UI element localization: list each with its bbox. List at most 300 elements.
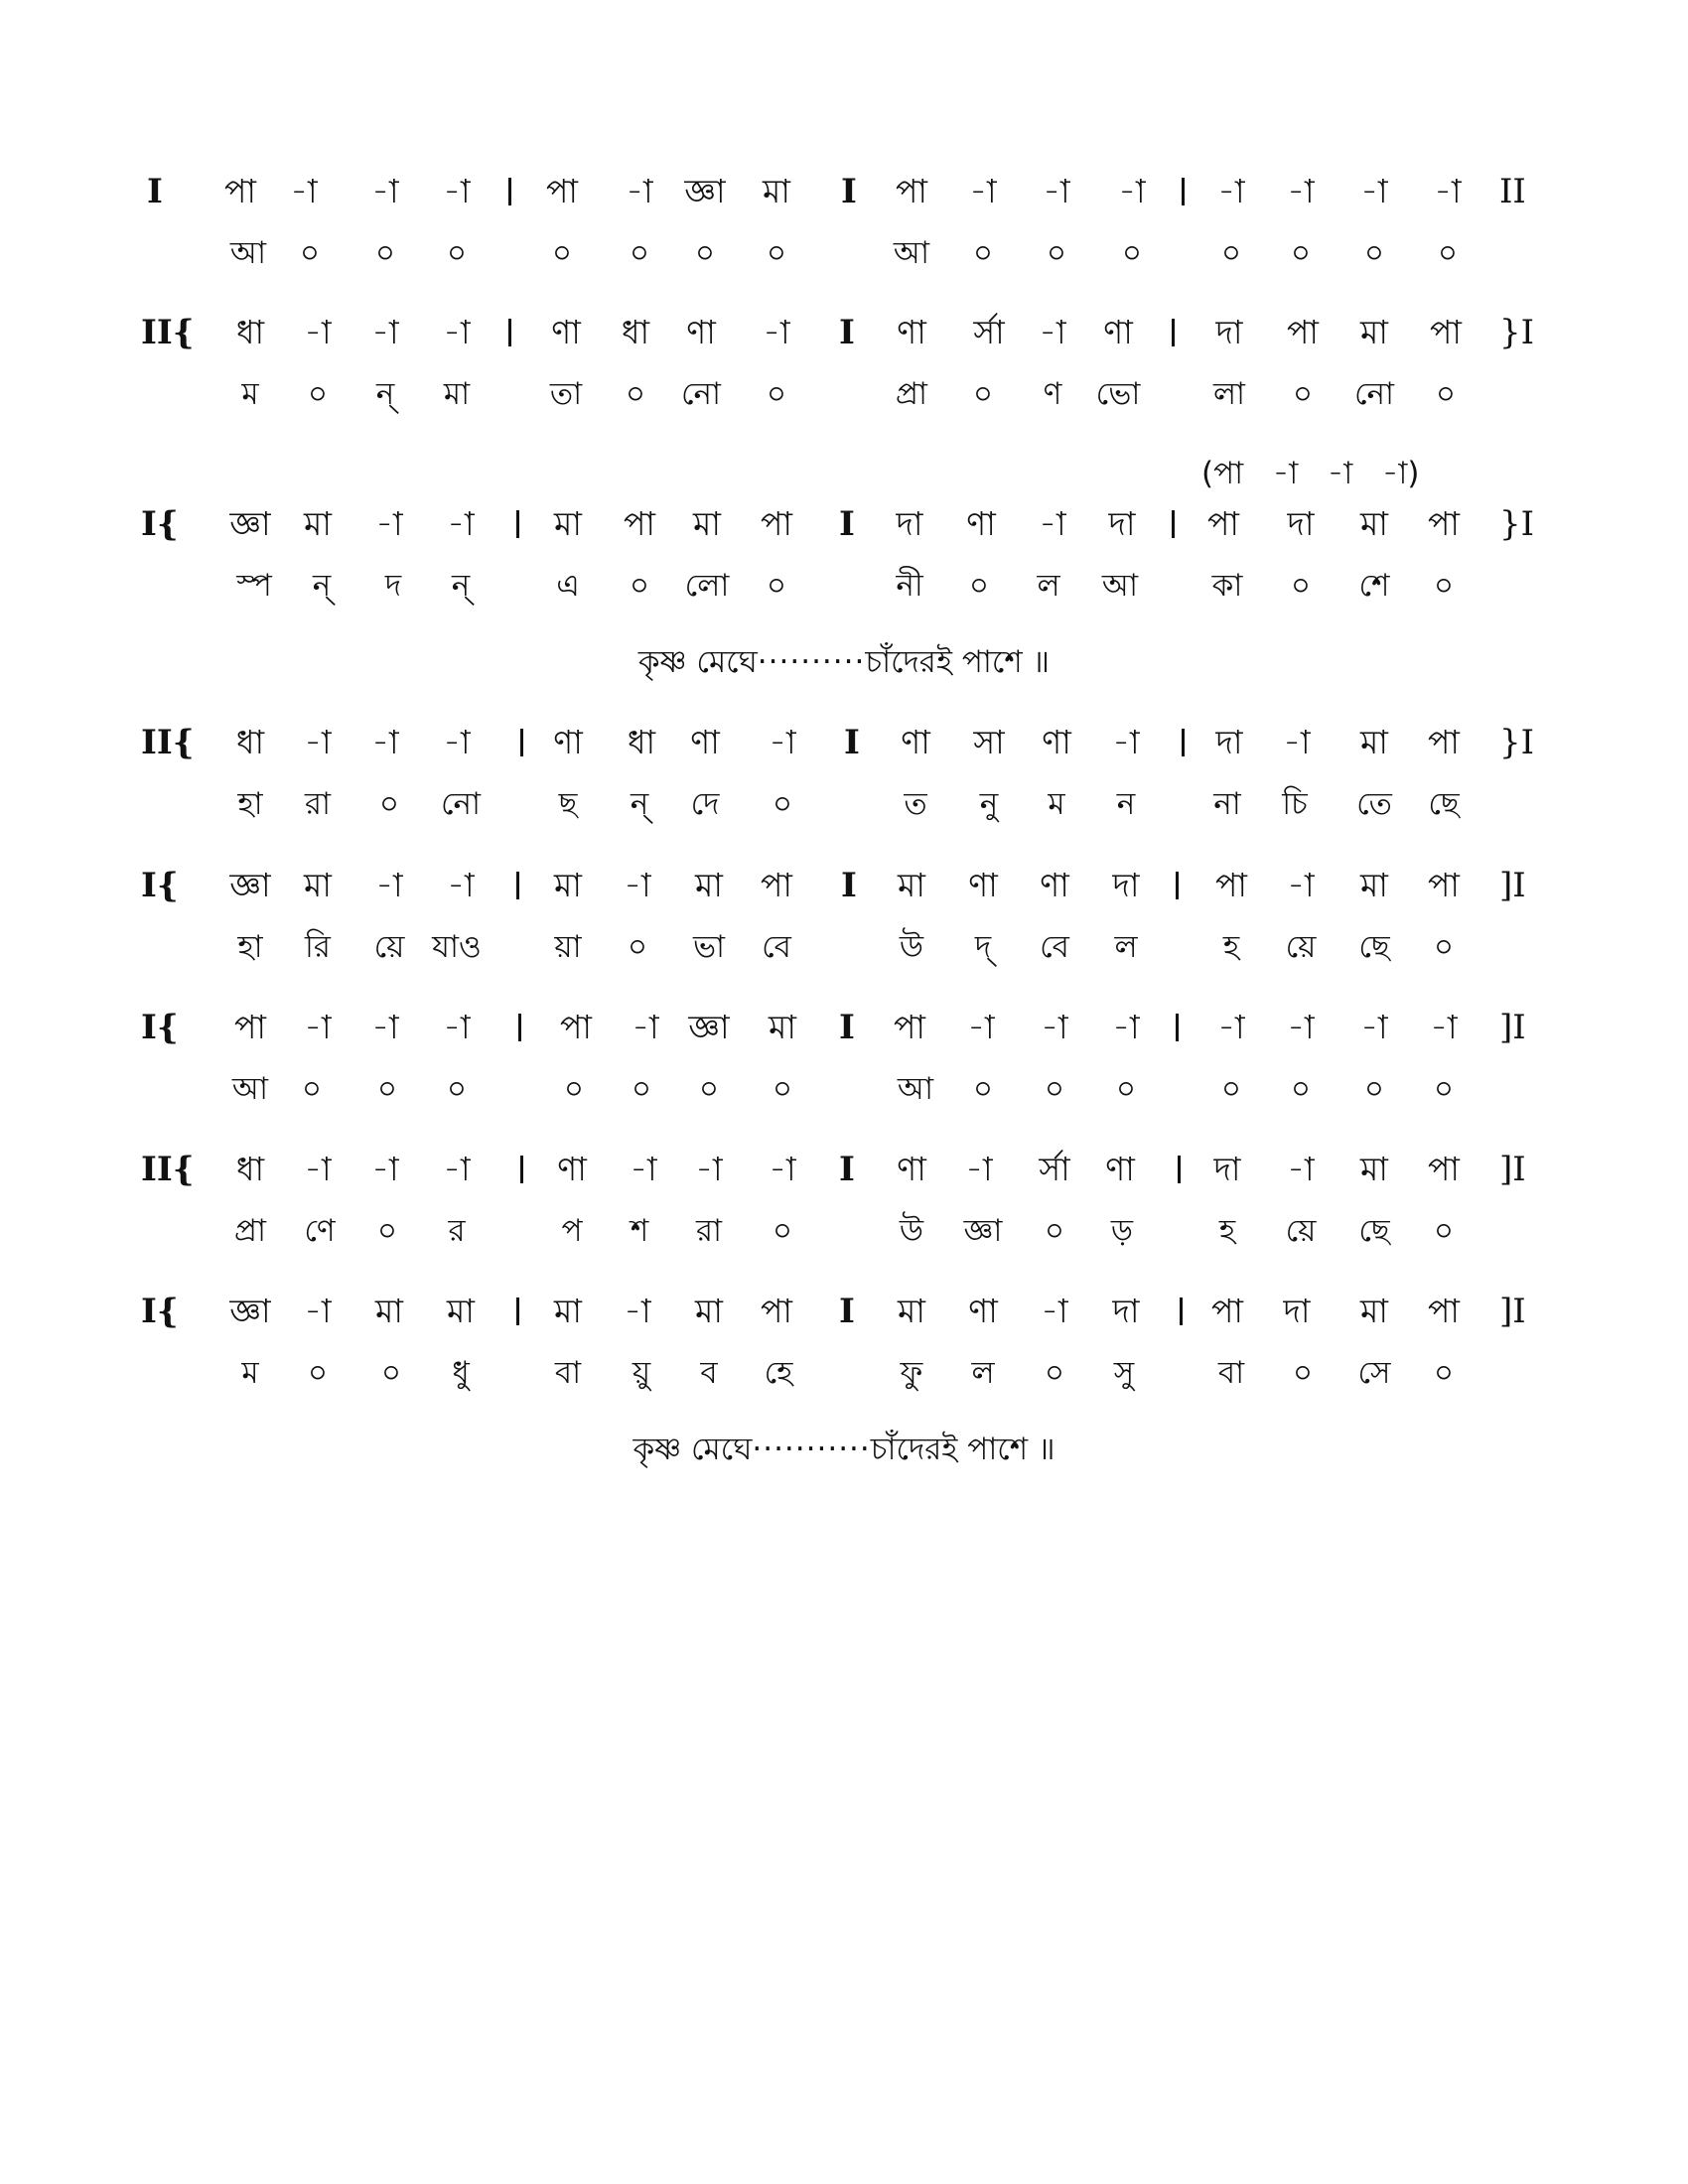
beat-bar [518, 1014, 521, 1041]
note: মা [304, 504, 332, 543]
note: মা [769, 1008, 796, 1046]
note: পা [560, 1008, 592, 1046]
note: -া [1287, 866, 1315, 904]
lyric: ০ [1290, 235, 1312, 271]
note: মা [898, 1292, 925, 1330]
note: ণা [553, 723, 583, 761]
note: পা [1428, 723, 1460, 761]
note: পা [1215, 866, 1247, 904]
beat-bar [520, 1156, 523, 1183]
lyric: চি [1282, 786, 1308, 822]
note: -া [1112, 723, 1140, 761]
lyrics-row [0, 1345, 1688, 1401]
lyric: ০ [307, 376, 329, 412]
note: পা [1430, 313, 1462, 351]
note: -া [769, 723, 796, 761]
lyric: ০ [694, 235, 716, 271]
note: -া [695, 1150, 723, 1188]
beat-bar [1176, 872, 1179, 899]
section-divider: I [839, 313, 855, 352]
trail-mark: ]I [1499, 1150, 1526, 1189]
refrain-start: কৃষ্ণ মেঘে [637, 644, 758, 680]
lead-mark: II{ [141, 723, 195, 762]
note: -া [1287, 172, 1315, 210]
beat-bar [1182, 178, 1185, 205]
note: -া [1287, 1008, 1315, 1046]
note: পা [1428, 866, 1460, 904]
notes-row [0, 715, 1688, 770]
beat-bar [1172, 319, 1175, 346]
lyrics-row [0, 776, 1688, 832]
lyric: ০ [301, 1071, 323, 1107]
note: -া [371, 1008, 399, 1046]
lyric: ০ [1433, 1213, 1455, 1249]
lyric: ০ [376, 1071, 398, 1107]
trail-mark: II [1499, 172, 1526, 211]
note: -া [1041, 1292, 1068, 1330]
refrain-dots: ·········· [757, 644, 866, 680]
note: দা [1215, 313, 1243, 351]
lead-mark: II{ [141, 313, 195, 352]
note: ণা [557, 1150, 587, 1188]
notes-row [0, 1142, 1688, 1197]
lyric: নী [896, 568, 923, 604]
notes-row [0, 1284, 1688, 1339]
notation-system [0, 164, 1688, 323]
note: মা [763, 172, 790, 210]
lyric: যাও [432, 929, 482, 965]
lyric: ০ [1433, 1071, 1455, 1107]
lyric: য়া [554, 929, 582, 965]
note: ণা [686, 313, 716, 351]
note: ধা [235, 313, 265, 351]
note: -া [632, 1008, 659, 1046]
note: -া [443, 172, 471, 210]
note: ণা [968, 866, 998, 904]
beat-bar [508, 319, 511, 346]
lyric: রি [305, 929, 331, 965]
beat-bar [508, 178, 511, 205]
note: দা [1215, 723, 1243, 761]
trail-mark: ]I [1499, 866, 1526, 905]
note: -া [375, 866, 403, 904]
section-divider: I [841, 866, 857, 905]
lyric: তে [1356, 786, 1392, 822]
lyric: আ [893, 235, 930, 271]
trail-mark: ]I [1499, 1008, 1526, 1047]
note: দা [1213, 1150, 1241, 1188]
lyric: ণ [1043, 376, 1062, 412]
lyric: ০ [380, 1355, 402, 1391]
note: -া [1430, 1008, 1458, 1046]
section-divider: I [839, 1292, 855, 1331]
lyric: ভা [692, 929, 726, 965]
lyric: ম [1048, 786, 1065, 822]
note: ণা [690, 723, 720, 761]
note: ণা [1105, 1150, 1135, 1188]
lyric: ০ [1292, 1355, 1314, 1391]
lyric: ০ [1433, 1355, 1455, 1391]
note: ণা [968, 1292, 998, 1330]
lyric: ল [971, 1355, 995, 1391]
notation-system [0, 715, 1688, 874]
lyric: বা [554, 1355, 582, 1391]
note: পা [224, 172, 256, 210]
note: মা [695, 866, 723, 904]
lyric: ০ [446, 1071, 468, 1107]
refrain-end: চাঁদেরই পাশে ॥ [870, 1432, 1055, 1467]
note: -া [626, 172, 653, 210]
lyric: ০ [1044, 1355, 1065, 1391]
lyric: ০ [772, 1071, 793, 1107]
note: মা [693, 504, 721, 543]
lyric: ০ [629, 235, 650, 271]
note: -া [443, 1008, 471, 1046]
lyric: ম [241, 1355, 259, 1391]
lyric: ছে [1428, 786, 1460, 822]
lyric: না [1213, 786, 1241, 822]
note: জ্ঞা [229, 866, 271, 904]
note: -া [290, 172, 318, 210]
note: ণা [897, 1150, 926, 1188]
note: মা [1360, 1150, 1388, 1188]
note: মা [447, 1292, 475, 1330]
lyric: দে [690, 786, 720, 822]
lyric: আ [1101, 568, 1139, 604]
note: জ্ঞা [229, 504, 271, 543]
lyric: লা [1212, 376, 1246, 412]
note: মা [304, 866, 332, 904]
note: পা [624, 504, 655, 543]
lyrics-row [0, 919, 1688, 975]
notes-row [0, 164, 1688, 219]
notation-system [0, 496, 1688, 655]
note: পা [1428, 1292, 1460, 1330]
beat-bar [516, 872, 519, 899]
note: -া [304, 1150, 332, 1188]
lyric: আ [229, 235, 267, 271]
lyric: ০ [625, 376, 646, 412]
note: ণা [1103, 313, 1133, 351]
lyric: হে [764, 1355, 793, 1391]
lyric: ০ [766, 235, 787, 271]
note: -া [304, 723, 332, 761]
lyric: ০ [1115, 1071, 1137, 1107]
lyric: ০ [378, 786, 400, 822]
lyric: ড় [1110, 1213, 1134, 1249]
lyric: নো [1353, 376, 1395, 412]
note: পা [896, 172, 927, 210]
notation-system [0, 1000, 1688, 1159]
lyric: ন্ [375, 376, 395, 412]
lyric: ০ [1121, 235, 1143, 271]
refrain-start: কৃষ্ণ মেঘে [633, 1432, 753, 1467]
note: পা [1428, 1150, 1460, 1188]
lyric: প্রা [233, 1213, 267, 1249]
note: জ্ঞা [688, 1008, 730, 1046]
note: দা [1112, 1292, 1140, 1330]
lyric: ০ [1290, 1071, 1312, 1107]
refrain-dots: ··········· [752, 1432, 871, 1467]
lyric: শ [630, 1213, 649, 1249]
section-divider: I [839, 1008, 855, 1047]
note: -া [447, 504, 475, 543]
note: জ্ঞা [684, 172, 726, 210]
note: মা [375, 1292, 403, 1330]
note: -া [1217, 172, 1245, 210]
alternate-phrase: (পা -া -া -া) [1201, 456, 1420, 491]
note: -া [304, 1292, 332, 1330]
note: ণা [551, 313, 581, 351]
lyric: আ [897, 1071, 934, 1107]
note: পা [1207, 504, 1239, 543]
note: দা [1283, 1292, 1311, 1330]
lyric: রা [695, 1213, 723, 1249]
lyric: প্রা [895, 376, 928, 412]
note: পা [761, 1292, 792, 1330]
notes-row [0, 496, 1688, 552]
lyric: দ্ [974, 929, 992, 965]
lyric: উ [899, 929, 924, 965]
beat-bar [516, 510, 519, 538]
note: মা [1360, 504, 1388, 543]
note: ধা [621, 313, 650, 351]
note: পা [761, 504, 792, 543]
notes-row [0, 858, 1688, 913]
lyric: ছে [1358, 929, 1390, 965]
lyric: সে [1357, 1355, 1391, 1391]
lyric: ন্ [451, 568, 471, 604]
lyric: বে [762, 929, 791, 965]
note: দা [896, 504, 923, 543]
note: -া [443, 1150, 471, 1188]
note: -া [1043, 172, 1070, 210]
lyric: ০ [1363, 235, 1385, 271]
note: পা [761, 866, 792, 904]
lyrics-row [0, 558, 1688, 614]
note: -া [1360, 172, 1388, 210]
lead-mark: I{ [141, 504, 179, 544]
note: ণা [901, 723, 930, 761]
notation-system [0, 305, 1688, 464]
lyric: ০ [1437, 235, 1459, 271]
lyric: ত [904, 786, 927, 822]
note: -া [1217, 1008, 1245, 1046]
note: -া [371, 723, 399, 761]
lyric: য়ু [632, 1355, 651, 1391]
lyric: দ [384, 568, 402, 604]
note: -া [371, 172, 399, 210]
lyric: উ [899, 1213, 924, 1249]
lyric: এ [556, 568, 580, 604]
lyric: ০ [972, 376, 994, 412]
lyric: ছে [1358, 1213, 1390, 1249]
note: পা [1287, 313, 1319, 351]
lyric: ০ [972, 235, 994, 271]
note: -া [624, 866, 651, 904]
lyric: ০ [631, 1071, 652, 1107]
note: -া [1039, 504, 1066, 543]
note: ণা [897, 313, 926, 351]
beat-bar [520, 729, 523, 756]
note: ণা [1040, 866, 1069, 904]
lyrics-row [0, 1203, 1688, 1259]
note: -া [769, 1150, 796, 1188]
lyric: ০ [972, 1071, 994, 1107]
lyric: ০ [551, 235, 573, 271]
lyric: ভো [1095, 376, 1141, 412]
note: -া [375, 504, 403, 543]
lyric: ল [1114, 929, 1138, 965]
lyric: সু [1113, 1355, 1135, 1391]
lyric: রা [304, 786, 332, 822]
notes-row [0, 305, 1688, 360]
lyric: ০ [1363, 1071, 1385, 1107]
note: -া [1118, 172, 1146, 210]
lead-mark: I{ [141, 1008, 179, 1047]
lyric: নো [680, 376, 722, 412]
lyric: ০ [1290, 568, 1312, 604]
note: জ্ঞা [229, 1292, 271, 1330]
lyric: ০ [1044, 1071, 1065, 1107]
note: মা [554, 866, 582, 904]
note: মা [1360, 1292, 1388, 1330]
lyric: প [561, 1213, 583, 1249]
refrain-end: চাঁদেরই পাশে ॥ [865, 644, 1051, 680]
beat-bar [1172, 510, 1175, 538]
lyric: জ্ঞা [963, 1213, 1003, 1249]
note: -া [304, 313, 332, 351]
section-divider: I [839, 504, 855, 544]
note: মা [695, 1292, 723, 1330]
note: র্সা [1039, 1150, 1070, 1188]
notation-system [0, 858, 1688, 1017]
refrain-line [0, 1425, 1688, 1474]
note: র্সা [973, 313, 1005, 351]
beat-bar [1180, 1297, 1183, 1325]
lyric: ০ [1046, 235, 1067, 271]
note: -া [1434, 172, 1462, 210]
lyric: হা [237, 786, 263, 822]
note: -া [443, 313, 471, 351]
lyric: ধু [452, 1355, 470, 1391]
notes-row [0, 1000, 1688, 1055]
lyric: ০ [563, 1071, 585, 1107]
lyric: য়ে [1285, 1213, 1317, 1249]
lead-mark: I{ [141, 866, 179, 905]
lyric: য়ে [1285, 929, 1317, 965]
notation-system [0, 1142, 1688, 1300]
lyric: নু [979, 786, 999, 822]
trail-mark: }I [1499, 313, 1535, 352]
note: মা [1360, 866, 1388, 904]
lyric: ণে [304, 1213, 336, 1249]
lyric: আ [231, 1071, 269, 1107]
note: -া [447, 866, 475, 904]
lyric: বা [1217, 1355, 1245, 1391]
beat-bar [1176, 1014, 1179, 1041]
note: পা [1428, 504, 1460, 543]
beat-bar [1182, 729, 1185, 756]
note: -া [371, 313, 399, 351]
lyric: ফু [900, 1355, 923, 1391]
note: -া [965, 1150, 993, 1188]
lead-mark: I{ [141, 1292, 179, 1331]
lyric: ০ [1433, 568, 1455, 604]
lyric: ম [241, 376, 259, 412]
note: পা [546, 172, 578, 210]
lyric: মা [443, 376, 471, 412]
note: মা [1360, 723, 1388, 761]
lyric: ০ [374, 235, 396, 271]
note: -া [969, 172, 997, 210]
lyric: র [448, 1213, 466, 1249]
lyric: হ [1222, 929, 1240, 965]
lyric: ছ [558, 786, 578, 822]
beat-bar [1178, 1156, 1181, 1183]
lyrics-row [0, 225, 1688, 281]
note: -া [1360, 1008, 1388, 1046]
lyric: তা [549, 376, 583, 412]
note: -া [630, 1150, 657, 1188]
section-divider: I [844, 723, 860, 762]
note: -া [1041, 1008, 1068, 1046]
section-divider: I [839, 1150, 855, 1189]
note: -া [1287, 1150, 1315, 1188]
note: ণা [966, 504, 996, 543]
lyric: ০ [772, 1213, 793, 1249]
note: সা [973, 723, 1005, 761]
note: -া [624, 1292, 651, 1330]
lyric: ন্ [312, 568, 332, 604]
trail-mark: }I [1499, 723, 1535, 762]
lyric: ০ [1220, 1071, 1242, 1107]
note: -া [763, 313, 790, 351]
note: পা [894, 1008, 925, 1046]
lyric: ০ [1435, 376, 1457, 412]
lyric: কা [1211, 568, 1243, 604]
lyric: ০ [1220, 235, 1242, 271]
section-divider: I [841, 172, 857, 211]
lyric: লো [684, 568, 730, 604]
lyric: ০ [629, 568, 650, 604]
lyric: স্প [236, 568, 272, 604]
trail-mark: ]I [1499, 1292, 1526, 1331]
lyric: ন্ [630, 786, 649, 822]
note: -া [1039, 313, 1066, 351]
lead-mark: II{ [141, 1150, 195, 1189]
notation-system [0, 1284, 1688, 1442]
lyric: ব [700, 1355, 718, 1391]
lyrics-row [0, 1061, 1688, 1117]
note: পা [234, 1008, 266, 1046]
lyric: ০ [446, 235, 468, 271]
lyric: ল [1037, 568, 1060, 604]
lead-mark: I [147, 172, 163, 211]
lyric: য়ে [373, 929, 405, 965]
note: দা [1108, 504, 1136, 543]
note: -া [304, 1008, 332, 1046]
note: -া [1283, 723, 1311, 761]
note: দা [1287, 504, 1315, 543]
note: ধা [627, 723, 656, 761]
lyrics-row [0, 366, 1688, 422]
note: -া [371, 1150, 399, 1188]
note: মা [554, 504, 582, 543]
note: -া [967, 1008, 995, 1046]
lyric: নো [440, 786, 482, 822]
note: মা [1360, 313, 1388, 351]
